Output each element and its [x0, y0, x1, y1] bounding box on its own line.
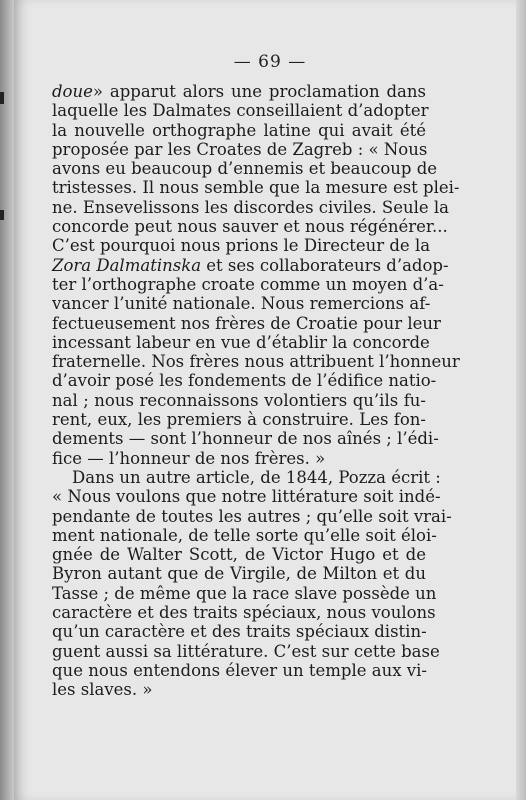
text-segment: laquelle les Dalmates conseillaient d’adopter	[52, 101, 429, 121]
text-line	[52, 564, 426, 583]
text-line	[52, 159, 438, 179]
text-line	[52, 274, 444, 294]
text-segment: avons eu beaucoup d’ennemis et beaucoup de	[52, 159, 438, 179]
text-line	[52, 661, 426, 680]
text-line	[52, 236, 431, 256]
text-line	[52, 332, 430, 352]
text-segment: « Nous voulons que notre littérature soit indé-	[52, 487, 441, 507]
text-line	[52, 371, 437, 391]
text-segment: rent, eux, les premiers à construire. Les fon-	[52, 410, 426, 430]
text-segment: fectueusement nos frères de Croatie pour leur	[52, 313, 441, 333]
text-segment: ne. Ensevelissons les discordes civiles. Seule la	[52, 197, 450, 217]
text-line	[52, 487, 441, 507]
italic-text: Zora Dalmatinska	[52, 255, 202, 275]
text-line	[52, 313, 441, 333]
text-segment: les slaves. »	[52, 680, 153, 700]
text-line	[52, 680, 426, 699]
scan-mark	[0, 210, 4, 220]
text-segment: vancer l’unité nationale. Nous remercions af-	[52, 294, 431, 314]
text-segment: Byron autant que de Virgile, de Milton et du	[52, 564, 426, 584]
text-line	[52, 410, 426, 429]
scan-mark	[0, 92, 4, 104]
text-line	[52, 101, 429, 121]
text-segment: d’avoir posé les fondements de l’édifice natio-	[52, 371, 437, 391]
text-segment: dements — sont l’honneur de nos aînés ; l’édi-	[52, 429, 439, 449]
text-segment: ment nationale, de telle sorte qu’elle soit éloi-	[52, 525, 437, 545]
text-line	[52, 217, 448, 237]
text-segment: gnée de Walter Scott, de Victor Hugo et de	[52, 545, 426, 565]
text-segment: » apparut alors une proclamation dans	[92, 82, 426, 101]
text-line	[52, 391, 426, 410]
text-line	[52, 255, 449, 275]
text-segment: guent aussi sa littérature. C’est sur cette base	[52, 641, 440, 661]
text-line	[52, 583, 437, 603]
text-line	[52, 82, 426, 101]
text-line	[52, 197, 450, 217]
text-segment: ter l’orthographe croate comme un moyen d’a-	[52, 274, 444, 294]
text-line	[52, 622, 426, 641]
text-segment: proposée par les Croates de Zagreb : « Nous	[52, 139, 428, 159]
text-segment: fice — l’honneur de nos frères. »	[52, 448, 326, 468]
text-line	[52, 294, 431, 314]
text-segment: pendante de toutes les autres ; qu’elle soit vrai-	[52, 506, 452, 526]
text-segment: que nous entendons élever un temple aux vi-	[52, 660, 427, 680]
text-line	[52, 121, 426, 140]
italic-text: doue	[52, 82, 93, 101]
text-segment: Dans un autre article, de 1844, Pozza écrit :	[72, 467, 441, 487]
text-line	[52, 545, 426, 564]
page-number: — 69 —	[233, 52, 307, 72]
text-line	[52, 506, 452, 526]
text-segment: Tasse ; de même que la race slave possède un	[52, 583, 437, 603]
text-line	[52, 429, 439, 449]
text-segment: la nouvelle orthographe latine qui avait été	[52, 120, 426, 140]
body-text	[52, 82, 460, 700]
text-line	[52, 140, 426, 159]
text-segment: et ses collaborateurs d’adop-	[201, 255, 449, 275]
text-line	[52, 467, 441, 487]
text-segment: nal ; nous reconnaissons volontiers qu’ils fu-	[52, 390, 426, 410]
text-segment: tristesses. Il nous semble que la mesure est plei-	[52, 178, 460, 198]
text-line	[52, 449, 426, 468]
text-line	[52, 641, 440, 661]
text-segment: incessant labeur en vue d’établir la concorde	[52, 332, 430, 352]
page-edge	[516, 0, 526, 800]
text-line	[52, 352, 460, 372]
text-segment: caractère et des traits spéciaux, nous voulons	[52, 603, 436, 623]
text-segment: concorde peut nous sauver et nous régénérer...	[52, 217, 448, 237]
book-page	[14, 0, 526, 800]
text-segment: C’est pourquoi nous prions le Directeur de la	[52, 236, 431, 256]
text-segment: qu’un caractère et des traits spéciaux distin-	[52, 622, 427, 642]
text-line	[52, 178, 460, 198]
text-line	[52, 603, 436, 623]
text-line	[52, 525, 437, 545]
text-segment: fraternelle. Nos frères nous attribuent l’honneur	[52, 352, 460, 372]
book-gutter	[0, 0, 14, 800]
